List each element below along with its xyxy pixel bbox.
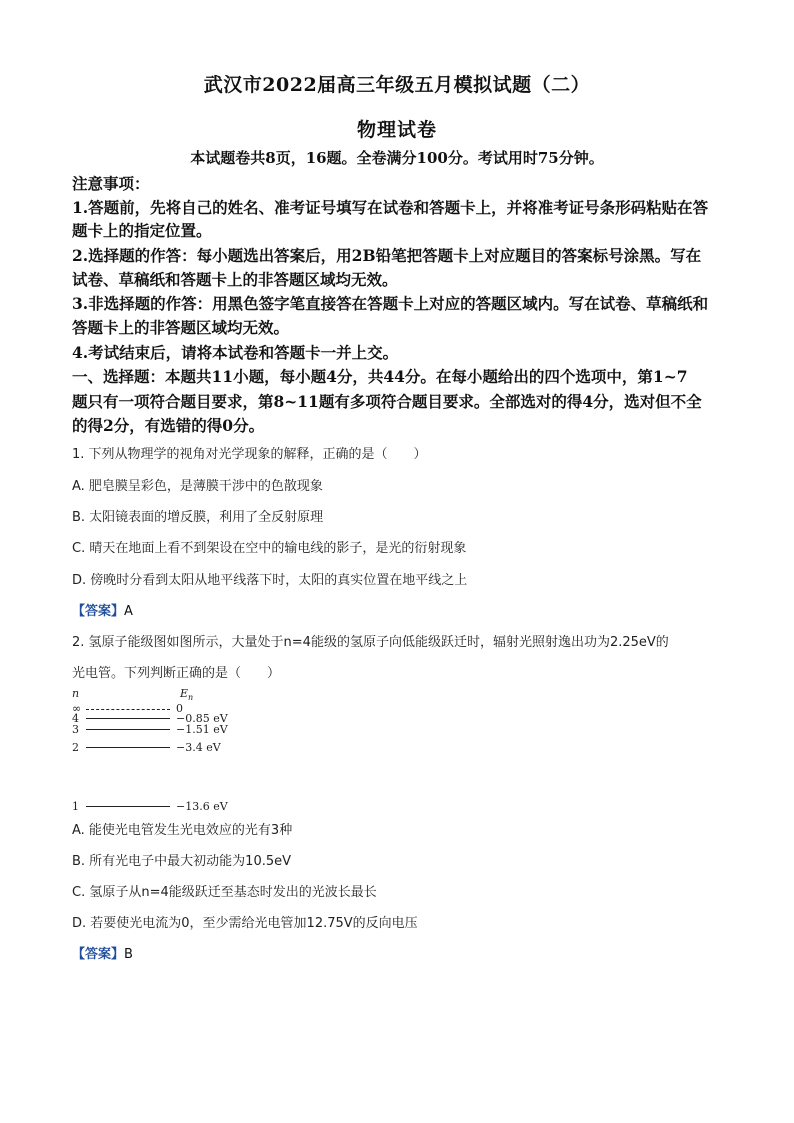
question-2-stem: 2. 氢原子能级图如图所示，大量处于n=4能级的氢原子向低能级跃迁时，辐射光照射逸出功为2.25eV的 [72, 635, 669, 650]
question-1-option-a: A. 肥皂膜呈彩色，是薄膜干涉中的色散现象 [72, 479, 323, 494]
level-energy-label: 0 [176, 702, 183, 715]
exam-title: 武汉市2022届高三年级五月模拟试题（二） [203, 74, 591, 96]
level-n-label: ∞ [72, 702, 82, 715]
level-energy-label: −13.6 eV [176, 800, 228, 813]
question-2-answer [72, 946, 133, 964]
level-n-label: 2 [72, 741, 79, 754]
notice-line: 2.选择题的作答：每小题选出答案后，用2B铅笔把答题卡上对应题目的答案标号涂黑。写在 [72, 246, 702, 265]
question-2-option-a: A. 能使光电管发生光电效应的光有3种 [72, 823, 293, 838]
level-energy-label: −1.51 eV [176, 723, 228, 736]
question-2-option-c: C. 氢原子从n=4能级跃迁至基态时发出的光波长最长 [72, 885, 377, 900]
section-instructions: 一、选择题：本题共11小题，每小题4分，共44分。在每小题给出的四个选项中，第1~7 [72, 367, 688, 386]
notice-line: 题卡上的指定位置。 [72, 221, 212, 240]
question-1-option-d: D. 傍晚时分看到太阳从地平线落下时，太阳的真实位置在地平线之上 [72, 573, 468, 588]
notice-line: 4.考试结束后，请将本试卷和答题卡一并上交。 [72, 343, 399, 362]
n-axis-label: n [72, 687, 80, 700]
level-line-4 [86, 718, 170, 719]
notice-line: 3.非选择题的作答：用黑色签字笔直接答在答题卡上对应的答题区域内。写在试卷、草稿纸和 [72, 294, 709, 313]
section-instructions: 的得2分，有选错的得0分。 [72, 416, 265, 435]
question-2-stem-line2: 光电管。下列判断正确的是（ ） [72, 666, 281, 681]
level-line-3 [86, 729, 170, 730]
question-2-option-d: D. 若要使光电流为0，至少需给光电管加12.75V的反向电压 [72, 916, 418, 931]
level-line-2 [86, 747, 170, 748]
question-2-option-b: B. 所有光电子中最大初动能为10.5eV [72, 854, 292, 869]
level-line-1 [86, 806, 170, 807]
energy-axis-label: $E_n$ [180, 687, 194, 703]
level-n-label: 1 [72, 800, 79, 813]
question-1-option-c: C. 晴天在地面上看不到架设在空中的输电线的影子，是光的衍射现象 [72, 541, 467, 556]
energy-level-diagram [70, 686, 330, 816]
answer-tag: 【答案】 [72, 947, 125, 962]
question-1-answer [72, 603, 133, 621]
level-n-label: 4 [72, 712, 79, 725]
exam-subject: 物理试卷 [356, 119, 437, 141]
section-instructions: 题只有一项符合题目要求，第8~11题有多项符合题目要求。全部选对的得4分，选对但不全 [72, 392, 702, 411]
notice-line: 1.答题前，先将自己的姓名、准考证号填写在试卷和答题卡上，并将准考证号条形码粘贴在答 [72, 198, 709, 217]
question-1-option-b: B. 太阳镜表面的增反膜，利用了全反射原理 [72, 510, 324, 525]
answer-value: B [124, 947, 133, 962]
answer-value: A [124, 604, 133, 619]
notice-line: 答题卡上的非答题区域均无效。 [72, 318, 290, 337]
level-energy-label: −0.85 eV [176, 712, 228, 725]
notice-heading: 注意事项： [72, 174, 150, 193]
question-1-stem: 1. 下列从物理学的视角对光学现象的解释，正确的是（ ） [72, 447, 427, 462]
level-line-infinity [86, 709, 170, 710]
answer-tag: 【答案】 [72, 604, 125, 619]
exam-info: 本试题卷共8页，16题。全卷满分100分。考试用时75分钟。 [190, 149, 604, 167]
level-n-label: 3 [72, 723, 79, 736]
level-energy-label: −3.4 eV [176, 741, 221, 754]
notice-line: 试卷、草稿纸和答题卡上的非答题区域均无效。 [72, 270, 398, 289]
